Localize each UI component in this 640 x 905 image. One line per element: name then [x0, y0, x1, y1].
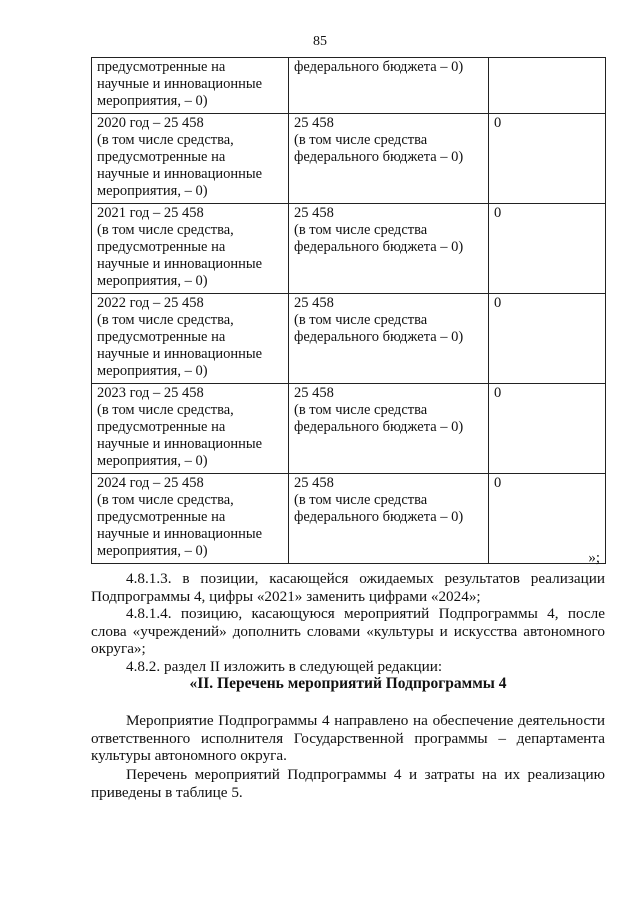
paragraph-text: Перечень мероприятий Подпрограммы 4 и затраты на их реализацию приведены в таблице 5.: [91, 766, 605, 801]
body-paragraph: [91, 712, 605, 765]
table-cell-federal: федерального бюджета – 0): [289, 58, 489, 114]
body-paragraph: [91, 766, 605, 801]
table-cell-period: предусмотренные на научные и инновационные мероприятия, – 0): [92, 58, 289, 114]
table-row: [92, 383, 606, 473]
paragraph-text: Мероприятие Подпрограммы 4 направлено на обеспечение деятельности ответственного исполнителя Государственной программы – департамента культуры автономного округа.: [91, 712, 605, 765]
table-cell-federal: 25 458 (в том числе средства федерального бюджета – 0): [289, 203, 489, 293]
page-number: 85: [313, 34, 327, 49]
closing-quote: »;: [588, 550, 600, 566]
budget-table: [91, 57, 606, 564]
table-cell-other: 0: [489, 113, 606, 203]
table-cell-federal: 25 458 (в том числе средства федерального бюджета – 0): [289, 473, 489, 563]
table-cell-period: 2022 год – 25 458 (в том числе средства, предусмотренные на научные и инновационные мероприятия, – 0): [92, 293, 289, 383]
table-row: [92, 58, 606, 114]
table-cell-period: 2023 год – 25 458 (в том числе средства, предусмотренные на научные и инновационные мероприятия, – 0): [92, 383, 289, 473]
table-row: [92, 293, 606, 383]
amendment-paragraph: [91, 605, 605, 658]
amendment-paragraph: [91, 658, 605, 676]
paragraph-text: 4.8.1.4. позицию, касающуюся мероприятий Подпрограммы 4, после слова «учреждений» дополнить словами «культуры и искусства автономного округа»;: [91, 605, 605, 658]
table-cell-other: 0: [489, 383, 606, 473]
table-cell-federal: 25 458 (в том числе средства федерального бюджета – 0): [289, 113, 489, 203]
table-cell-period: 2020 год – 25 458 (в том числе средства, предусмотренные на научные и инновационные мероприятия, – 0): [92, 113, 289, 203]
table-cell-other: 0: [489, 293, 606, 383]
amendment-paragraph: [91, 570, 605, 605]
paragraph-text: 4.8.2. раздел II изложить в следующей редакции:: [126, 658, 443, 675]
table-cell-period: 2024 год – 25 458 (в том числе средства, предусмотренные на научные и инновационные мероприятия, – 0): [92, 473, 289, 563]
table-cell-federal: 25 458 (в том числе средства федерального бюджета – 0): [289, 293, 489, 383]
table-cell-other: 0: [489, 473, 606, 563]
table-cell-other: [489, 58, 606, 114]
table-cell-period: 2021 год – 25 458 (в том числе средства, предусмотренные на научные и инновационные мероприятия, – 0): [92, 203, 289, 293]
table-cell-federal: 25 458 (в том числе средства федерального бюджета – 0): [289, 383, 489, 473]
table-row: [92, 203, 606, 293]
table-row: [92, 113, 606, 203]
table-row: [92, 473, 606, 563]
section-heading: «II. Перечень мероприятий Подпрограммы 4: [189, 675, 507, 692]
table-cell-other: 0: [489, 203, 606, 293]
paragraph-text: 4.8.1.3. в позиции, касающейся ожидаемых результатов реализации Подпрограммы 4, цифры «2021» заменить цифрами «2024»;: [91, 570, 605, 605]
